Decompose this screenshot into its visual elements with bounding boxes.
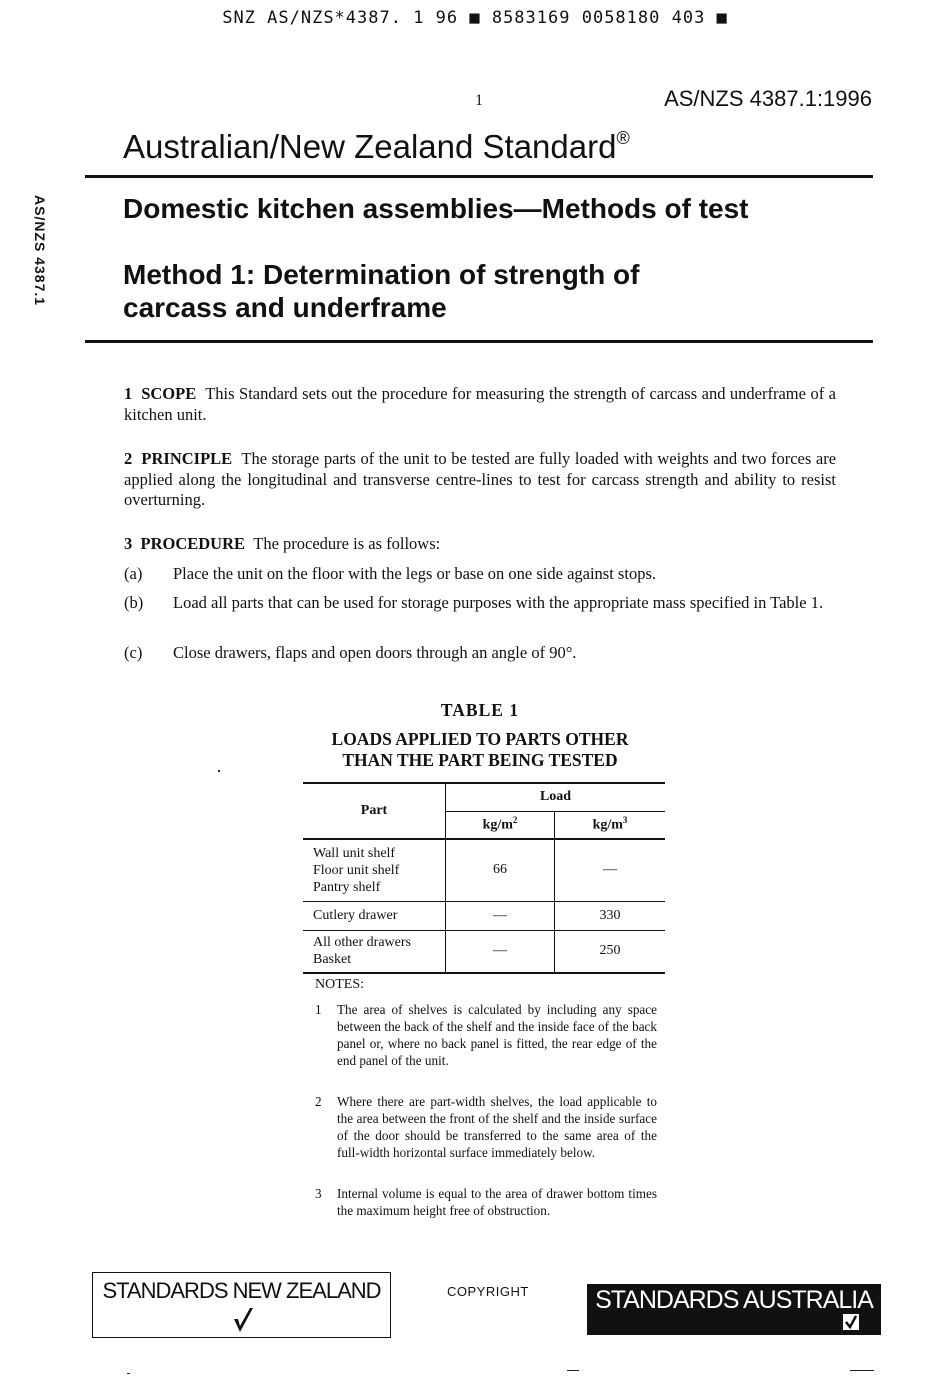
standard-number: AS/NZS 4387.1:1996 xyxy=(664,86,872,111)
method-title-line-2: carcass and underframe xyxy=(123,292,447,323)
part-name: Basket xyxy=(313,952,352,968)
scan-speck xyxy=(567,1370,579,1371)
scan-speck xyxy=(218,770,220,772)
load-kg-m3-cell: — xyxy=(555,839,666,901)
table-row xyxy=(303,901,665,930)
scan-header-code: SNZ AS/NZS*4387. 1 96 ■ 8583169 0058180 403 ■ xyxy=(222,8,728,28)
standards-new-zealand-logo xyxy=(92,1272,391,1338)
top-rule xyxy=(85,175,873,178)
section-procedure xyxy=(124,534,836,555)
column-header-kg-per-m3 xyxy=(555,811,666,839)
standards-australia-logo xyxy=(587,1284,881,1335)
load-kg-m2-cell: — xyxy=(446,930,555,973)
unit-base: kg/m xyxy=(592,818,623,834)
procedure-item-text: Place the unit on the floor with the legs or base on one side against stops. xyxy=(173,564,656,583)
registered-mark: ® xyxy=(616,128,630,148)
page-number: 1 xyxy=(475,92,483,109)
notes-title: NOTES: xyxy=(315,977,364,992)
section-scope xyxy=(124,384,836,425)
unit-base: kg/m xyxy=(482,818,513,834)
method-title xyxy=(123,258,843,324)
section-text: This Standard sets out the procedure for measuring the strength of carcass and underframe of a kitchen unit. xyxy=(124,384,836,424)
part-cell xyxy=(303,930,446,973)
scan-speck xyxy=(127,1373,130,1374)
column-header-part: Part xyxy=(303,783,446,839)
part-name: Cutlery drawer xyxy=(313,908,398,923)
note-text: The area of shelves is calculated by including any space between the back of the shelf and the inside face of the back panel or, where no back panel is fitted, the rear edge of the end panel of the unit. xyxy=(337,1002,657,1068)
part-cell xyxy=(303,901,446,930)
section-heading: PROCEDURE xyxy=(140,534,246,553)
title-rule xyxy=(85,340,873,343)
section-text: The storage parts of the unit to be tested are fully loaded with weights and two forces are applied along the longitudinal and transverse centre-lines to test for carcass strength and ability to resist overturning. xyxy=(124,449,837,509)
unit-exponent: 3 xyxy=(622,815,628,826)
sa-tick-icon xyxy=(843,1314,859,1330)
loads-table xyxy=(303,782,665,974)
column-header-load: Load xyxy=(446,783,666,811)
table-label: TABLE 1 xyxy=(440,700,520,720)
table-caption-line-1: LOADS APPLIED TO PARTS OTHER xyxy=(331,729,629,749)
note-number: 3 xyxy=(315,1186,322,1201)
standard-organisation-text: Australian/New Zealand Standard xyxy=(123,128,617,165)
table-row xyxy=(303,839,665,901)
procedure-item-text: Close drawers, flaps and open doors through an angle of 90°. xyxy=(173,643,577,662)
note-text: Where there are part-width shelves, the load applicable to the area between the front of the shelf and the inside surface of the door should be transferred to the same area of the full-width horizontal surface immediately below. xyxy=(337,1094,657,1160)
load-kg-m2-cell: — xyxy=(446,901,555,930)
part-name: Wall unit shelf xyxy=(313,845,396,861)
standard-organisation-heading xyxy=(123,128,630,166)
load-kg-m2-cell: 66 xyxy=(446,839,555,901)
table-caption-line-2: THAN THE PART BEING TESTED xyxy=(342,750,618,770)
side-tab-label: AS/NZS 4387.1 xyxy=(32,195,48,307)
part-cell xyxy=(303,839,446,901)
procedure-item-label: (b) xyxy=(124,593,144,612)
unit-exponent: 2 xyxy=(512,815,518,826)
table-row xyxy=(303,930,665,973)
sa-logo-text: STANDARDS AUSTRALIA xyxy=(595,1286,873,1314)
section-text: The procedure is as follows: xyxy=(253,534,441,553)
copyright-label: COPYRIGHT xyxy=(447,1284,529,1299)
method-title-line-1: Method 1: Determination of strength of xyxy=(123,259,640,290)
section-heading: SCOPE xyxy=(141,384,197,403)
section-principle xyxy=(124,449,836,511)
section-number: 3 xyxy=(124,534,133,553)
section-number: 1 xyxy=(124,384,133,403)
note-number: 1 xyxy=(315,1002,322,1017)
scan-speck xyxy=(850,1370,874,1371)
note-number: 2 xyxy=(315,1094,322,1109)
snz-tick-icon xyxy=(231,1307,255,1333)
snz-logo-text: STANDARDS NEW ZEALAND xyxy=(102,1278,381,1303)
section-heading: PRINCIPLE xyxy=(141,449,233,468)
document-title: Domestic kitchen assemblies—Methods of test xyxy=(123,193,749,224)
part-name: Floor unit shelf xyxy=(313,862,400,878)
load-kg-m3-cell: 330 xyxy=(555,901,666,930)
procedure-item-label: (c) xyxy=(124,643,143,662)
section-number: 2 xyxy=(124,449,133,468)
procedure-item-label: (a) xyxy=(124,564,143,583)
note-text: Internal volume is equal to the area of drawer bottom times the maximum height free of obstruction. xyxy=(337,1186,657,1218)
part-name: Pantry shelf xyxy=(313,879,381,895)
part-name: All other drawers xyxy=(313,935,411,951)
load-kg-m3-cell: 250 xyxy=(555,930,666,973)
column-header-kg-per-m2 xyxy=(446,811,555,839)
table-heading xyxy=(300,700,660,771)
procedure-item-text: Load all parts that can be used for storage purposes with the appropriate mass specified in Table 1. xyxy=(173,593,824,612)
